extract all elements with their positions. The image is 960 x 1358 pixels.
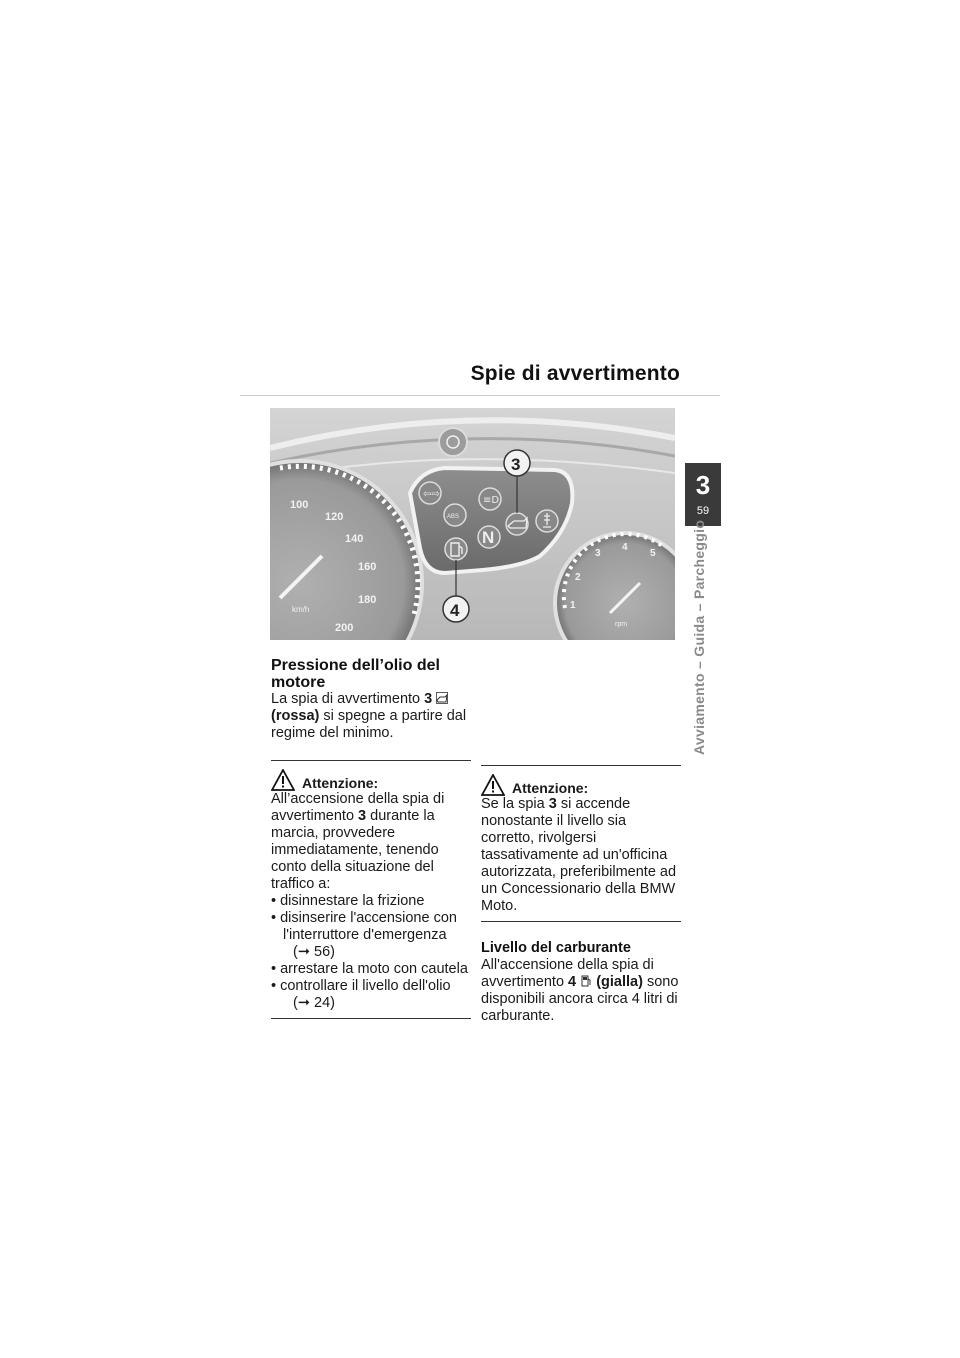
svg-text:≡D: ≡D	[483, 495, 500, 506]
list-item: • disinserire l'accensione con l'interruttore d'emergenza (➞ 56)	[271, 910, 471, 961]
svg-text:3: 3	[511, 455, 521, 474]
section-side-label: Avviamento – Guida – Parcheggio	[691, 519, 707, 755]
rpm-tick: 5	[650, 548, 656, 559]
rpm-unit: rpm	[615, 621, 628, 628]
page-reference: (➞ 56)	[293, 944, 335, 960]
speedo-tick: 160	[358, 561, 377, 573]
svg-text:4: 4	[450, 601, 460, 620]
warning-header	[481, 772, 681, 796]
speedo-tick: 120	[325, 511, 344, 523]
fuel-level-text: All'accensione della spia di avvertimento 4 (gialla) sono disponibili ancora circa 4 litri di carburante.	[481, 957, 679, 1024]
right-column	[481, 765, 681, 1025]
list-item: • disinnestare la frizione	[271, 893, 425, 909]
svg-text:N: N	[482, 528, 495, 547]
oil-pressure-heading: Pressione dell’olio del motore	[271, 657, 440, 691]
warning-text: Se la spia 3 si accende nonostante il livello sia corretto, rivolgersi tassativamente ad un'officina autorizzata, preferibilmente ad un Concessionario della BMW Moto.	[481, 796, 677, 914]
fuel-reserve-light	[445, 538, 467, 560]
warning-title: Attenzione:	[512, 780, 589, 796]
rpm-tick: 1	[570, 600, 576, 611]
speedo-tick: 180	[358, 594, 377, 606]
warning-title: Attenzione:	[302, 775, 379, 791]
fuel-level-heading: Livello del carburante	[481, 940, 631, 956]
rpm-tick: 3	[595, 548, 601, 559]
oil-pressure-light	[506, 513, 528, 535]
rpm-tick: 4	[622, 542, 628, 553]
svg-text:⇦⇨: ⇦⇨	[423, 489, 440, 500]
warning-bullet-list	[271, 893, 471, 1012]
oil-level-warning-box	[481, 765, 681, 922]
oil-pressure-intro: La spia di avvertimento 3 (rossa) si spegne a partire dal regime del minimo.	[271, 691, 467, 741]
page-title: Spie di avvertimento	[470, 362, 680, 385]
list-item: • arrestare la moto con cautela	[271, 961, 468, 977]
chapter-tab	[685, 463, 721, 526]
fuel-pump-icon	[580, 975, 592, 987]
svg-text:ABS: ABS	[447, 514, 460, 520]
list-item: • controllare il livello dell'olio (➞ 24)	[271, 978, 471, 1012]
oil-warning-box	[271, 760, 471, 1019]
page-reference: (➞ 24)	[293, 995, 335, 1011]
page-number: 59	[696, 505, 710, 517]
warning-triangle-icon	[481, 774, 505, 796]
rpm-tick: 2	[575, 572, 581, 583]
instrument-cluster-image	[270, 408, 675, 640]
speedo-tick: 140	[345, 533, 364, 545]
instrument-cluster-figure	[270, 408, 675, 640]
warning-triangle-icon	[271, 769, 295, 791]
left-column	[271, 657, 471, 1019]
warning-text: All’accensione della spia di avvertimento 3 durante la marcia, provvedere immediatamente, tenendo conto della situazione del traffico a:	[271, 791, 445, 892]
oil-can-icon	[436, 692, 448, 704]
speedo-tick: 100	[290, 499, 309, 511]
warning-header	[271, 767, 471, 791]
speed-unit: km/h	[292, 605, 310, 614]
speedo-tick: 200	[335, 622, 354, 634]
chapter-number: 3	[695, 470, 711, 500]
title-divider	[240, 395, 720, 396]
